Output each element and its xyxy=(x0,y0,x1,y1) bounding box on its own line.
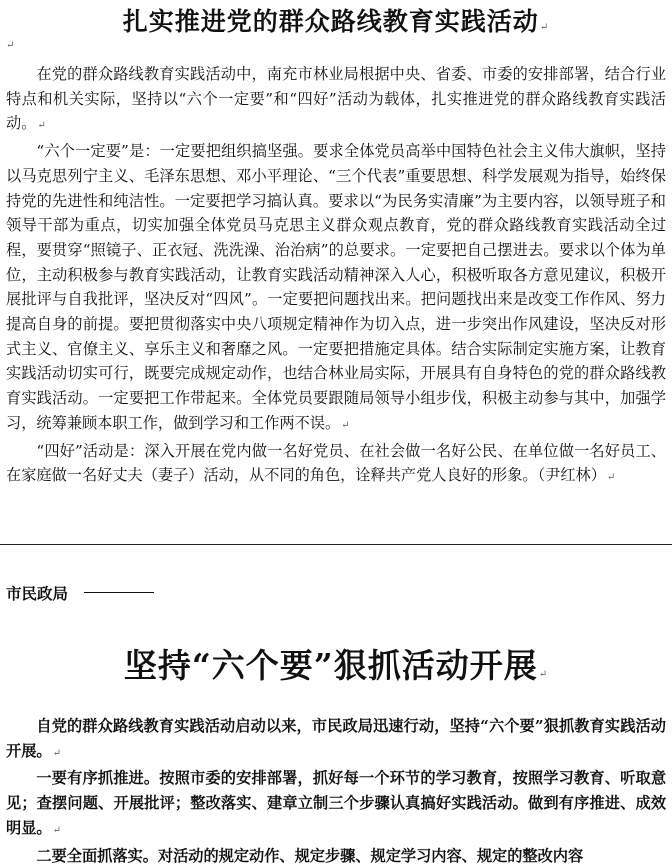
article-body-2 xyxy=(6,714,666,868)
paragraph: 在党的群众路线教育实践活动中，南充市林业局根据中央、省委、市委的安排部署，结合行业特点和机关实际，坚持以“六个一定要”和“四好”活动为载体，扎实推进党的群众路线教育实践活动。↵ xyxy=(6,65,666,133)
paragraph: “六个一定要”是：一定要把组织搞坚强。要求全体党员高举中国特色社会主义伟大旗帜，坚持以马克思列宁主义、毛泽东思想、邓小平理论、“三个代表”重要思想、科学发展观为指导，始终保持党的先进性和纯洁性。一定要把学习搞认真。要求以“为民务实清廉”为主要内容，以领导班子和领导干部为重点，切实加强全体党员马克思主义群众观点教育，党的群众路线教育实践活动全过程，要贯穿“照镜子、正衣冠、洗洗澡、治治病”的总要求。一定要把自己摆进去。要求以个体为单位，主动积极参与教育实践活动，让教育实践活动精神深入人心，积极听取各方意见建议，积极开展批评与自我批评，坚决反对“四风”。一定要把问题找出来。把问题找出来是改变工作作风、努力提高自身的前提。要把贯彻落实中央八项规定精神作为切入点，进一步突出作风建设，坚决反对形式主义、官僚主义、享乐主义和奢靡之风。一定要把措施定具体。结合实际制定实施方案，让教育实践活动切实可行，既要完成规定动作，也结合林业局实际，开展具有自身特色的党的群众路线教育实践活动。一定要把工作带起来。全体党员要跟随局领导小组步伐，积极主动参与其中，加强学习，统筹兼顾本职工作，做到学习和工作两不误。↵ xyxy=(6,142,666,432)
paragraph: 自党的群众路线教育实践活动启动以来，市民政局迅速行动，坚持“六个要”狠抓教育实践活动开展。↵ xyxy=(6,717,666,760)
article-title xyxy=(0,2,672,38)
article-title-text: 扎实推进党的群众路线教育实践活动 xyxy=(122,7,539,36)
paragraph: 一要有序抓推进。按照市委的安排部署，抓好每一个环节的学习教育，按照学习教育、听取意见；查摆问题、开展批评；整改落实、建章立制三个步骤认真搞好实践活动。做到有序推进、成效明显。↵ xyxy=(6,769,667,837)
paragraph: “四好”活动是：深入开展在党内做一名好党员、在社会做一名好公民、在单位做一名好员工、在家庭做一名好丈夫（妻子）活动，从不同的角色，诠释共产党人良好的形象。（尹红林）↵ xyxy=(6,441,666,485)
section-label: 市民政局 xyxy=(6,585,69,603)
article-title-2: 坚持“六个要”狠抓活动开展↵ xyxy=(123,646,549,685)
section-label-underline xyxy=(84,592,154,593)
article-body xyxy=(6,62,666,491)
paragraph-mark: ↵ xyxy=(539,22,550,33)
section-divider xyxy=(0,544,672,545)
paragraph: 二要全面抓落实。对活动的规定动作、规定步骤、规定学习内容、规定的整改内容 xyxy=(36,846,584,865)
paragraph-mark: ↵ xyxy=(6,40,15,51)
